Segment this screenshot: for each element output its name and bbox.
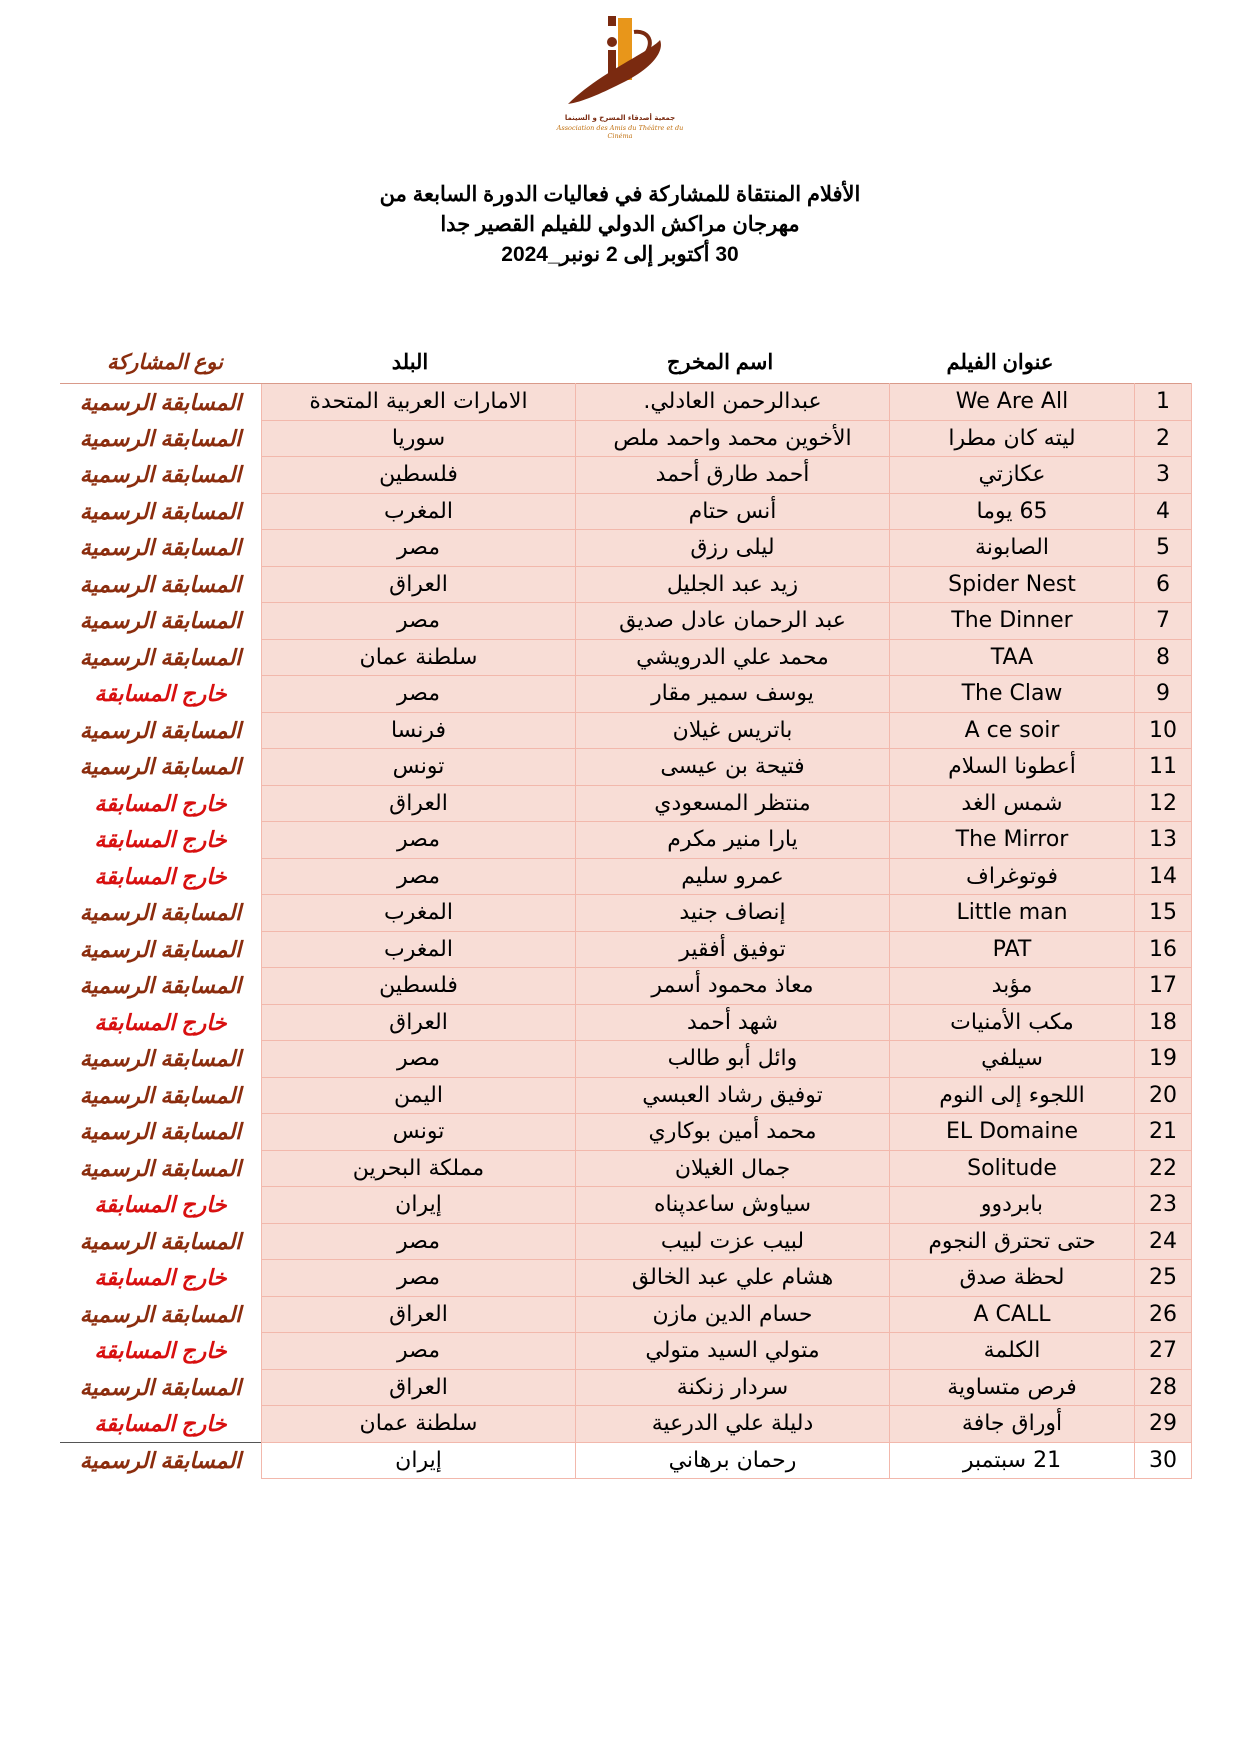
row-number-cell: 27 [1135,1333,1192,1370]
row-number-cell: 3 [1135,457,1192,494]
participation-cell: المسابقة الرسمية [79,608,242,634]
title-line-2: مهرجان مراكش الدولي للفيلم القصير جدا [440,213,800,236]
country-cell: العراق [262,1369,576,1406]
participation-cell: خارج المسابقة [94,681,227,707]
country-cell: تونس [262,1114,576,1151]
director-cell: يارا منير مكرم [576,822,890,859]
row-number-cell: 18 [1135,1004,1192,1041]
participation-cell: المسابقة الرسمية [79,462,242,488]
row-number-cell: 28 [1135,1369,1192,1406]
table-row [60,676,1192,713]
title-line-3: 30 أكتوبر إلى 2 نونبر_2024 [501,243,739,266]
logo-bar-brown [608,16,616,26]
table-row [60,1406,1192,1443]
film-title-cell: حتى تحترق النجوم [890,1223,1135,1260]
participation-cell: المسابقة الرسمية [79,754,242,780]
country-cell: مصر [262,1260,576,1297]
participation-cell: المسابقة الرسمية [60,1442,262,1479]
table-row [60,822,1192,859]
country-cell: تونس [262,749,576,786]
director-cell: إنصاف جنيد [576,895,890,932]
participation-cell: المسابقة الرسمية [79,1301,242,1327]
participation-cell: المسابقة الرسمية [79,1082,242,1108]
participation-cell: المسابقة الرسمية [79,1119,242,1145]
film-title-cell: بابردوو [890,1187,1135,1224]
row-number-cell: 24 [1135,1223,1192,1260]
film-title-cell: Spider Nest [890,566,1135,603]
row-number-cell: 13 [1135,822,1192,859]
country-cell: مصر [262,603,576,640]
logo-dot [607,37,617,47]
country-cell: مصر [262,1223,576,1260]
film-title-cell: مؤبد [890,968,1135,1005]
country-cell: العراق [262,1296,576,1333]
films-table [60,383,1192,1479]
table-row [60,603,1192,640]
participation-cell: خارج المسابقة [94,863,227,889]
header-country: البلد [391,351,429,374]
director-cell: سياوش ساعدپناه [576,1187,890,1224]
participation-cell: المسابقة الرسمية [79,498,242,524]
country-cell: العراق [262,1004,576,1041]
director-cell: محمد أمين بوكاري [576,1114,890,1151]
table-row [60,1004,1192,1041]
participation-cell: المسابقة الرسمية [79,425,242,451]
director-cell: وائل أبو طالب [576,1041,890,1078]
film-title-cell: The Claw [890,676,1135,713]
country-cell: فلسطين [262,968,576,1005]
table-row [60,493,1192,530]
table-row [60,457,1192,494]
country-cell: الامارات العربية المتحدة [262,384,576,421]
film-title-cell: A CALL [890,1296,1135,1333]
table-row [60,420,1192,457]
country-cell: فرنسا [262,712,576,749]
director-cell: لبيب عزت لبيب [576,1223,890,1260]
row-number-cell: 16 [1135,931,1192,968]
row-number-cell: 10 [1135,712,1192,749]
table-row [60,712,1192,749]
country-cell: مصر [262,530,576,567]
films-table-body [60,384,1192,1479]
film-title-cell: PAT [890,931,1135,968]
country-cell: فلسطين [262,457,576,494]
participation-cell: المسابقة الرسمية [79,900,242,926]
row-number-cell: 21 [1135,1114,1192,1151]
film-title-cell: الكلمة [890,1333,1135,1370]
director-cell: منتظر المسعودي [576,785,890,822]
director-cell: سردار زنكنة [576,1369,890,1406]
table-row [60,749,1192,786]
row-number-cell: 9 [1135,676,1192,713]
director-cell: متولي السيد متولي [576,1333,890,1370]
participation-cell: خارج المسابقة [94,1411,227,1436]
film-title-cell: Little man [890,895,1135,932]
film-title-cell: 65 يوما [890,493,1135,530]
logo-caption-french: Association des Amis du Théâtre et du Cinéma [556,124,684,140]
table-row [60,1150,1192,1187]
row-number-cell: 30 [1135,1442,1192,1479]
director-cell: شهد أحمد [576,1004,890,1041]
country-cell: العراق [262,566,576,603]
row-number-cell: 29 [1135,1406,1192,1443]
director-cell: عبد الرحمان عادل صديق [576,603,890,640]
director-cell: معاذ محمود أسمر [576,968,890,1005]
country-cell: سوريا [262,420,576,457]
country-cell: مصر [262,1333,576,1370]
director-cell: الأخوين محمد واحمد ملص [576,420,890,457]
row-number-cell: 1 [1135,384,1192,421]
table-row [60,1442,1192,1479]
director-cell: أحمد طارق أحمد [576,457,890,494]
director-cell: يوسف سمير مقار [576,676,890,713]
table-row [60,566,1192,603]
table-row [60,384,1192,421]
film-title-cell: ليته كان مطرا [890,420,1135,457]
country-cell: إيران [262,1187,576,1224]
director-cell: ليلى رزق [576,530,890,567]
participation-cell: المسابقة الرسمية [79,535,242,561]
row-number-cell: 7 [1135,603,1192,640]
country-cell: اليمن [262,1077,576,1114]
film-title-cell: سيلفي [890,1041,1135,1078]
participation-cell: خارج المسابقة [94,790,227,816]
film-title-cell: الصابونة [890,530,1135,567]
table-row [60,931,1192,968]
film-title-cell: أوراق جافة [890,1406,1135,1443]
table-row [60,1223,1192,1260]
row-number-cell: 25 [1135,1260,1192,1297]
film-title-cell: EL Domaine [890,1114,1135,1151]
table-row [60,1114,1192,1151]
country-cell: سلطنة عمان [262,1406,576,1443]
film-title-cell: عكازتي [890,457,1135,494]
director-cell: دليلة علي الدرعية [576,1406,890,1443]
table-row [60,1333,1192,1370]
header-film-title: عنوان الفيلم [946,351,1054,374]
header-director: اسم المخرج [666,351,774,374]
participation-cell: خارج المسابقة [94,1192,227,1218]
film-title-cell: The Dinner [890,603,1135,640]
film-title-cell: We Are All [890,384,1135,421]
director-cell: محمد علي الدرويشي [576,639,890,676]
participation-cell: المسابقة الرسمية [79,571,242,597]
participation-cell: المسابقة الرسمية [60,384,262,421]
film-title-cell: 21 سبتمبر [890,1442,1135,1479]
country-cell: مصر [262,1041,576,1078]
participation-cell: خارج المسابقة [94,1009,227,1035]
logo-caption-arabic: جمعية أصدقاء المسرح و السينما [564,114,676,122]
table-row [60,858,1192,895]
country-cell: المغرب [262,895,576,932]
country-cell: المغرب [262,493,576,530]
director-cell: توفيق أفقير [576,931,890,968]
film-title-cell: TAA [890,639,1135,676]
country-cell: العراق [262,785,576,822]
row-number-cell: 4 [1135,493,1192,530]
film-title-cell: لحظة صدق [890,1260,1135,1297]
participation-cell: المسابقة الرسمية [79,1155,242,1181]
row-number-cell: 19 [1135,1041,1192,1078]
film-title-cell: شمس الغد [890,785,1135,822]
row-number-cell: 5 [1135,530,1192,567]
director-cell: رحمان برهاني [576,1442,890,1479]
row-number-cell: 26 [1135,1296,1192,1333]
director-cell: توفيق رشاد العبسي [576,1077,890,1114]
country-cell: مصر [262,676,576,713]
participation-cell: خارج المسابقة [94,827,227,853]
table-row [60,530,1192,567]
table-row [60,1369,1192,1406]
director-cell: زيد عبد الجليل [576,566,890,603]
film-title-cell: Solitude [890,1150,1135,1187]
director-cell: فتيحة بن عيسى [576,749,890,786]
table-row [60,639,1192,676]
director-cell: هشام علي عبد الخالق [576,1260,890,1297]
table-row [60,785,1192,822]
director-cell: جمال الغيلان [576,1150,890,1187]
participation-cell: خارج المسابقة [94,1338,227,1364]
director-cell: عبدالرحمن العادلي. [576,384,890,421]
director-cell: حسام الدين مازن [576,1296,890,1333]
film-title-cell: أعطونا السلام [890,749,1135,786]
document-title [200,180,1040,270]
film-title-cell: فرص متساوية [890,1369,1135,1406]
director-cell: أنس حتام [576,493,890,530]
table-row [60,1260,1192,1297]
participation-cell: المسابقة الرسمية [79,644,242,670]
table-row [60,1296,1192,1333]
participation-cell: المسابقة الرسمية [79,1374,242,1400]
header-participation: نوع المشاركة [107,351,223,374]
film-title-cell: A ce soir [890,712,1135,749]
country-cell: إيران [262,1442,576,1479]
row-number-cell: 14 [1135,858,1192,895]
row-number-cell: 23 [1135,1187,1192,1224]
row-number-cell: 8 [1135,639,1192,676]
row-number-cell: 15 [1135,895,1192,932]
film-title-cell: مكب الأمنيات [890,1004,1135,1041]
logo-curve [634,32,650,56]
row-number-cell: 6 [1135,566,1192,603]
title-line-1: الأفلام المنتقاة للمشاركة في فعاليات الدورة السابعة من [379,183,861,206]
row-number-cell: 12 [1135,785,1192,822]
country-cell: مصر [262,822,576,859]
participation-cell: المسابقة الرسمية [79,1228,242,1254]
director-cell: باتريس غيلان [576,712,890,749]
film-title-cell: اللجوء إلى النوم [890,1077,1135,1114]
participation-cell: المسابقة الرسمية [79,973,242,999]
table-row [60,1041,1192,1078]
table-row [60,968,1192,1005]
film-title-cell: فوتوغراف [890,858,1135,895]
participation-cell: خارج المسابقة [94,1265,227,1291]
row-number-cell: 2 [1135,420,1192,457]
country-cell: مملكة البحرين [262,1150,576,1187]
director-cell: عمرو سليم [576,858,890,895]
row-number-cell: 17 [1135,968,1192,1005]
row-number-cell: 22 [1135,1150,1192,1187]
country-cell: المغرب [262,931,576,968]
country-cell: سلطنة عمان [262,639,576,676]
participation-cell: المسابقة الرسمية [79,717,242,743]
row-number-cell: 11 [1135,749,1192,786]
film-title-cell: The Mirror [890,822,1135,859]
table-row [60,1187,1192,1224]
country-cell: مصر [262,858,576,895]
table-row [60,895,1192,932]
participation-cell: المسابقة الرسمية [79,1046,242,1072]
participation-cell: المسابقة الرسمية [79,936,242,962]
table-row [60,1077,1192,1114]
row-number-cell: 20 [1135,1077,1192,1114]
